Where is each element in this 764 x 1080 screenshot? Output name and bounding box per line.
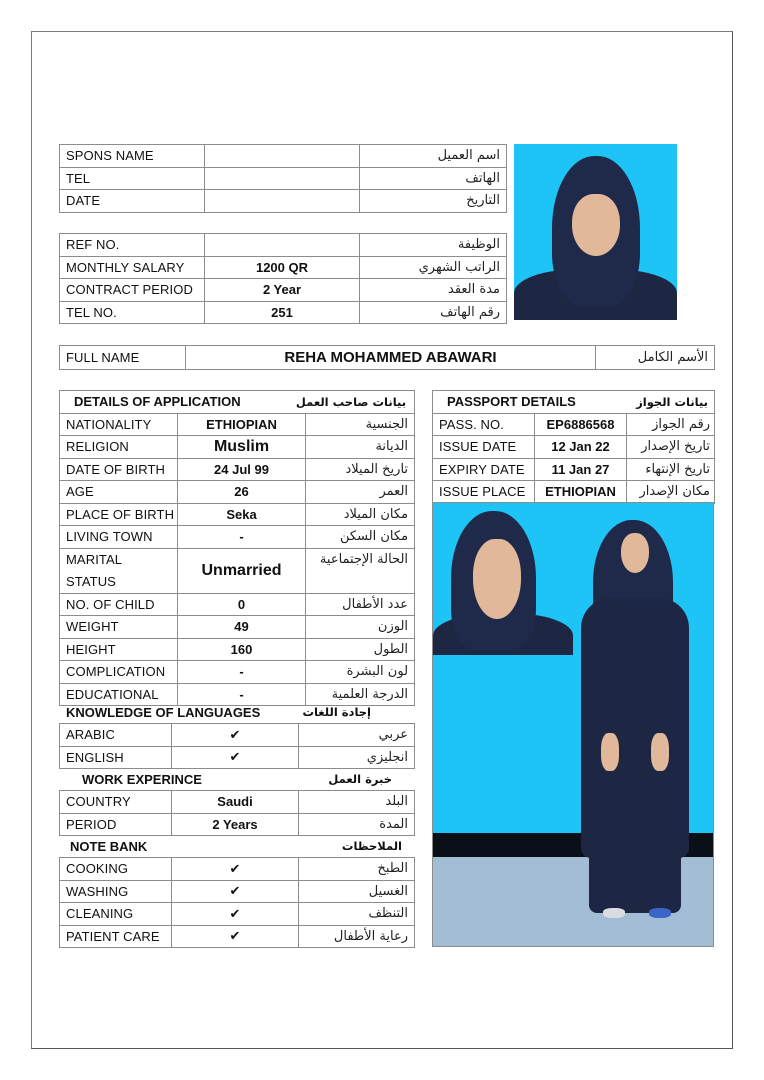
table-row [60,279,507,302]
note-bank-title-arabic: الملاحظات [341,839,402,853]
educational-arabic: الدرجة العلمية [306,683,415,706]
table-row [60,167,507,190]
languages-section-header [66,701,371,723]
date-arabic: التاريخ [360,190,507,213]
tel-arabic: الهاتف [360,167,507,190]
period-arabic: المدة [299,813,415,836]
cooking-arabic: الطبخ [299,858,415,881]
table-row [60,346,715,370]
monthly-salary-arabic: الراتب الشهري [360,256,507,279]
place-of-birth-value: Seka [178,503,306,526]
english-language-arabic: انجليزي [299,746,415,769]
dob-label: DATE OF BIRTH [60,458,178,481]
cooking-label: COOKING [60,858,172,881]
table-row [433,458,715,481]
note-bank-title: NOTE BANK [70,838,148,854]
children-value: 0 [178,593,306,616]
table-row [60,301,507,324]
washing-check-icon: ✔ [172,880,299,903]
table-row [60,724,415,747]
table-row [60,925,415,948]
full-name-arabic: الأسم الكامل [596,346,715,370]
english-language-label: ENGLISH [60,746,172,769]
weight-label: WEIGHT [60,616,178,639]
contract-period-value: 2 Year [205,279,360,302]
cleaning-check-icon: ✔ [172,903,299,926]
table-row [60,880,415,903]
passport-title: PASSPORT DETAILS [447,394,576,410]
ref-no-value [205,234,360,257]
arabic-check-icon: ✔ [172,724,299,747]
sponsor-table [59,144,507,213]
patient-care-label: PATIENT CARE [60,925,172,948]
living-town-label: LIVING TOWN [60,526,178,549]
height-label: HEIGHT [60,638,178,661]
table-row [60,661,415,684]
languages-title: KNOWLEDGE OF LANGUAGES [66,704,261,720]
tel-label: TEL [60,167,205,190]
application-details-table [59,390,415,706]
tel-no-arabic: رقم الهاتف [360,301,507,324]
table-row [60,481,415,504]
issue-date-value: 12 Jan 22 [535,436,627,459]
religion-label: RELIGION [60,436,178,459]
languages-title-arabic: إجادة اللغات [302,705,371,719]
religion-value: Muslim [178,436,306,459]
complication-arabic: لون البشرة [306,661,415,684]
table-row [60,436,415,459]
marital-status-value: Unmarried [178,548,306,593]
work-experience-title: WORK EXPERINCE [82,771,202,787]
living-town-value: - [178,526,306,549]
english-check-icon: ✔ [172,746,299,769]
table-row [60,526,415,549]
passport-title-arabic: بيانات الجواز [636,394,708,409]
note-bank-table [59,857,415,948]
arabic-language-label: ARABIC [60,724,172,747]
age-label: AGE [60,481,178,504]
monthly-salary-value: 1200 QR [205,256,360,279]
portrait-photo [514,144,677,320]
height-value: 160 [178,638,306,661]
table-row [60,903,415,926]
table-row [433,481,715,504]
table-row [60,145,507,168]
work-experience-section-header [82,768,392,790]
marital-status-label [60,548,178,593]
dob-arabic: تاريخ الميلاد [306,458,415,481]
nationality-arabic: الجنسية [306,413,415,436]
table-row [60,256,507,279]
full-name-label: FULL NAME [60,346,186,370]
weight-value: 49 [178,616,306,639]
pass-no-value: EP6886568 [535,413,627,436]
expiry-date-value: 11 Jan 27 [535,458,627,481]
table-row [60,791,415,814]
application-details-title: DETAILS OF APPLICATION [74,394,241,410]
nationality-value: ETHIOPIAN [178,413,306,436]
nationality-label: NATIONALITY [60,413,178,436]
tel-value [205,167,360,190]
expiry-date-label: EXPIRY DATE [433,458,535,481]
children-arabic: عدد الأطفال [306,593,415,616]
issue-place-label: ISSUE PLACE [433,481,535,504]
period-value: 2 Years [172,813,299,836]
washing-label: WASHING [60,880,172,903]
dob-value: 24 Jul 99 [178,458,306,481]
inset-portrait-photo [433,503,573,655]
ref-no-arabic: الوظيفة [360,234,507,257]
table-row [60,413,415,436]
table-row [60,503,415,526]
marital-status-label-text: MARITAL STATUS [66,551,122,589]
table-row [60,858,415,881]
cooking-check-icon: ✔ [172,858,299,881]
children-label: NO. OF CHILD [60,593,178,616]
full-body-photo [432,502,714,947]
table-row [60,234,507,257]
languages-table [59,723,415,769]
issue-place-value: ETHIOPIAN [535,481,627,504]
sponsor-name-label: SPONS NAME [60,145,205,168]
country-label: COUNTRY [60,791,172,814]
country-arabic: البلد [299,791,415,814]
educational-value: - [178,683,306,706]
contract-period-label: CONTRACT PERIOD [60,279,205,302]
full-name-table [59,345,715,370]
table-row [60,813,415,836]
weight-arabic: الوزن [306,616,415,639]
sponsor-name-arabic: اسم العميل [360,145,507,168]
pass-no-arabic: رقم الجواز [627,413,715,436]
contract-table [59,233,507,324]
educational-label: EDUCATIONAL [60,683,178,706]
expiry-date-arabic: تاريخ الإنتهاء [627,458,715,481]
complication-value: - [178,661,306,684]
religion-arabic: الديانة [306,436,415,459]
height-arabic: الطول [306,638,415,661]
cleaning-arabic: التنظف [299,903,415,926]
table-row [60,190,507,213]
issue-date-label: ISSUE DATE [433,436,535,459]
table-row [433,413,715,436]
age-value: 26 [178,481,306,504]
complication-label: COMPLICATION [60,661,178,684]
place-of-birth-arabic: مكان الميلاد [306,503,415,526]
date-label: DATE [60,190,205,213]
age-arabic: العمر [306,481,415,504]
monthly-salary-label: MONTHLY SALARY [60,256,205,279]
work-experience-title-arabic: خبرة العمل [328,772,392,786]
sponsor-name-value [205,145,360,168]
table-row [60,746,415,769]
table-row [60,638,415,661]
tel-no-label: TEL NO. [60,301,205,324]
work-experience-table [59,790,415,836]
patient-care-check-icon: ✔ [172,925,299,948]
date-value [205,190,360,213]
application-details-title-arabic: بيانات صاحب العمل [295,394,407,409]
living-town-arabic: مكان السكن [306,526,415,549]
arabic-language-arabic: عربي [299,724,415,747]
table-row [433,436,715,459]
tel-no-value: 251 [205,301,360,324]
table-row [60,616,415,639]
note-bank-section-header [70,835,402,857]
washing-arabic: الغسيل [299,880,415,903]
place-of-birth-label: PLACE OF BIRTH [60,503,178,526]
table-header-row [60,391,415,414]
pass-no-label: PASS. NO. [433,413,535,436]
table-row [60,458,415,481]
contract-period-arabic: مدة العقد [360,279,507,302]
ref-no-label: REF NO. [60,234,205,257]
issue-place-arabic: مكان الإصدار [627,481,715,504]
marital-status-arabic: الحالة الإجتماعية [306,548,415,593]
period-label: PERIOD [60,813,172,836]
country-value: Saudi [172,791,299,814]
table-row [60,593,415,616]
full-name-value: REHA MOHAMMED ABAWARI [186,346,596,370]
table-row [60,548,415,593]
issue-date-arabic: تاريخ الإصدار [627,436,715,459]
patient-care-arabic: رعاية الأطفال [299,925,415,948]
table-header-row [433,391,715,414]
passport-table [432,390,715,504]
cleaning-label: CLEANING [60,903,172,926]
